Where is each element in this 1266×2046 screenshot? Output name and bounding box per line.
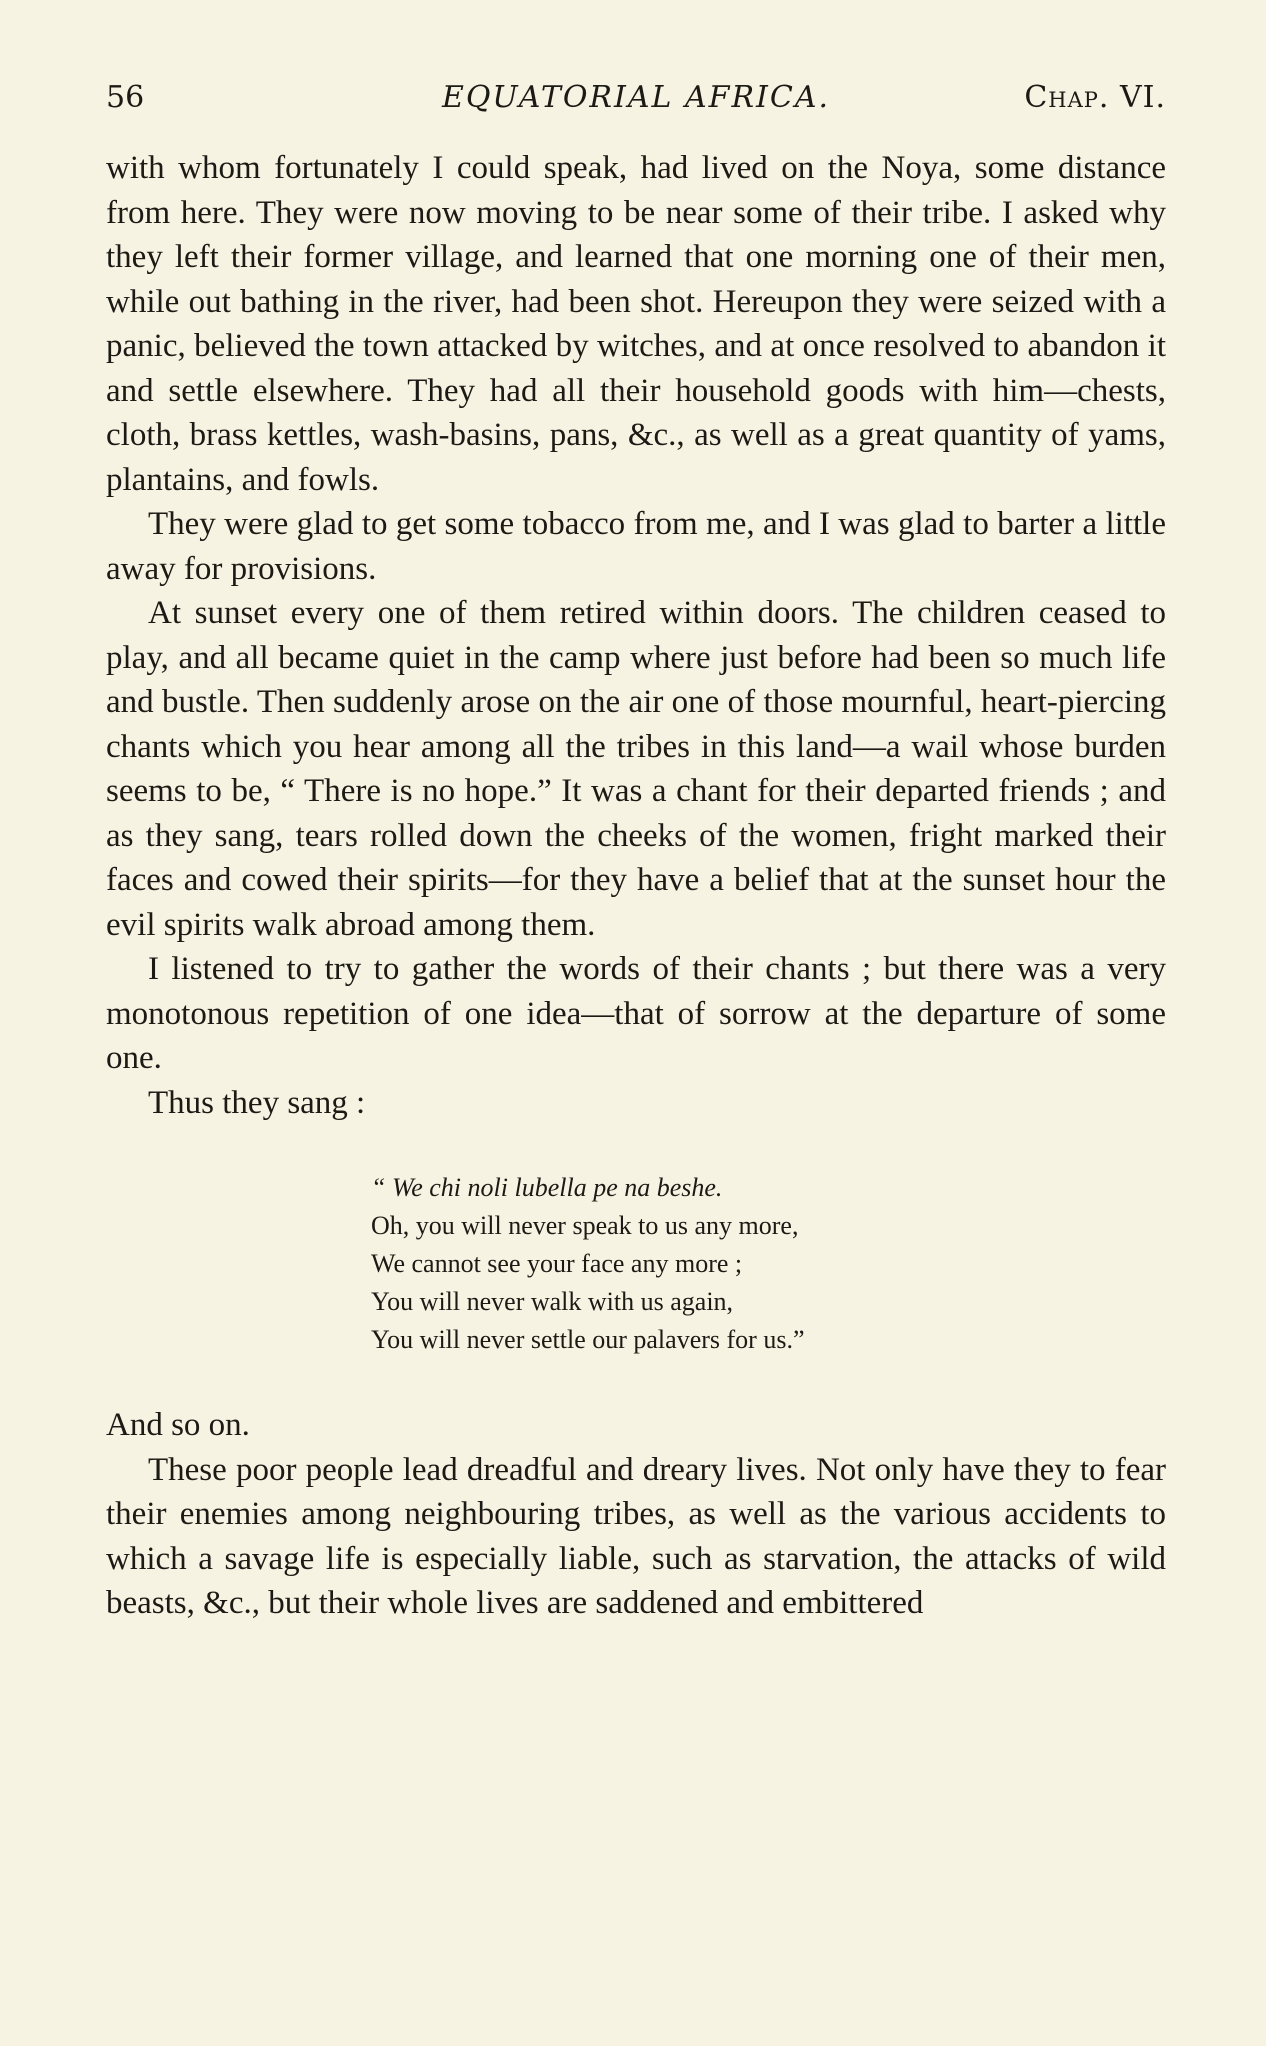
- chapter-label: Chap. VI.: [1024, 80, 1166, 115]
- chant-verse: [106, 1169, 1166, 1359]
- verse-line: You will never settle our palavers for us.”: [371, 1325, 805, 1354]
- body-text: [106, 146, 1166, 1626]
- paragraph-continued: with whom fortunately I could speak, had lived on the Noya, some distance from here. They were now moving to be near some of their tribe. I asked why they left their former village, and learned that one morning one of their men, while out bathing in the river, had been shot. Hereupon they were seized with a panic, believed the town attacked by witches, and at once resolved to abandon it and settle elsewhere. They had all their household goods with him—chests, cloth, brass kettles, wash-basins, pans, &c., as well as a great quantity of yams, plantains, and fowls.: [106, 150, 1166, 498]
- verse-line: Oh, you will never speak to us any more,: [371, 1211, 799, 1240]
- paragraph-thus-they-sang: Thus they sang :: [148, 1084, 366, 1121]
- paragraph-poor-people: These poor people lead dreadful and dreary lives. Not only have they to fear their enemies among neighbouring tribes, as well as the various accidents to which a savage life is especially liable, such as starvation, the attacks of wild beasts, &c., but their whole lives are saddened and embittered: [106, 1451, 1166, 1621]
- running-header: [106, 80, 1166, 124]
- running-title: EQUATORIAL AFRICA.: [441, 80, 831, 115]
- verse-line: You will never walk with us again,: [371, 1287, 734, 1316]
- verse-line: “ We chi noli lubella pe na beshe.: [371, 1173, 723, 1202]
- verse-line: We cannot see your face any more ;: [371, 1249, 743, 1278]
- paragraph-and-so-on: And so on.: [106, 1407, 250, 1443]
- paragraph-listened: I listened to try to gather the words of their chants ; but there was a very monotonous repetition of one idea—that of sorrow at the departure of some one.: [106, 951, 1166, 1076]
- paragraph-sunset: At sunset every one of them retired within doors. The children ceased to play, and all became quiet in the camp where just before had been so much life and bustle. Then suddenly arose on the air one of those mournful, heart-piercing chants which you hear among all the tribes in this land—a wail whose burden seems to be, “ There is no hope.” It was a chant for their departed friends ; and as they sang, tears rolled down the cheeks of the women, fright marked their faces and cowed their spirits—for they have a belief that at the sunset hour the evil spirits walk abroad among them.: [106, 595, 1166, 943]
- page-number: 56: [106, 80, 145, 115]
- paragraph-tobacco: They were glad to get some tobacco from me, and I was glad to barter a little away for provisions.: [106, 506, 1166, 587]
